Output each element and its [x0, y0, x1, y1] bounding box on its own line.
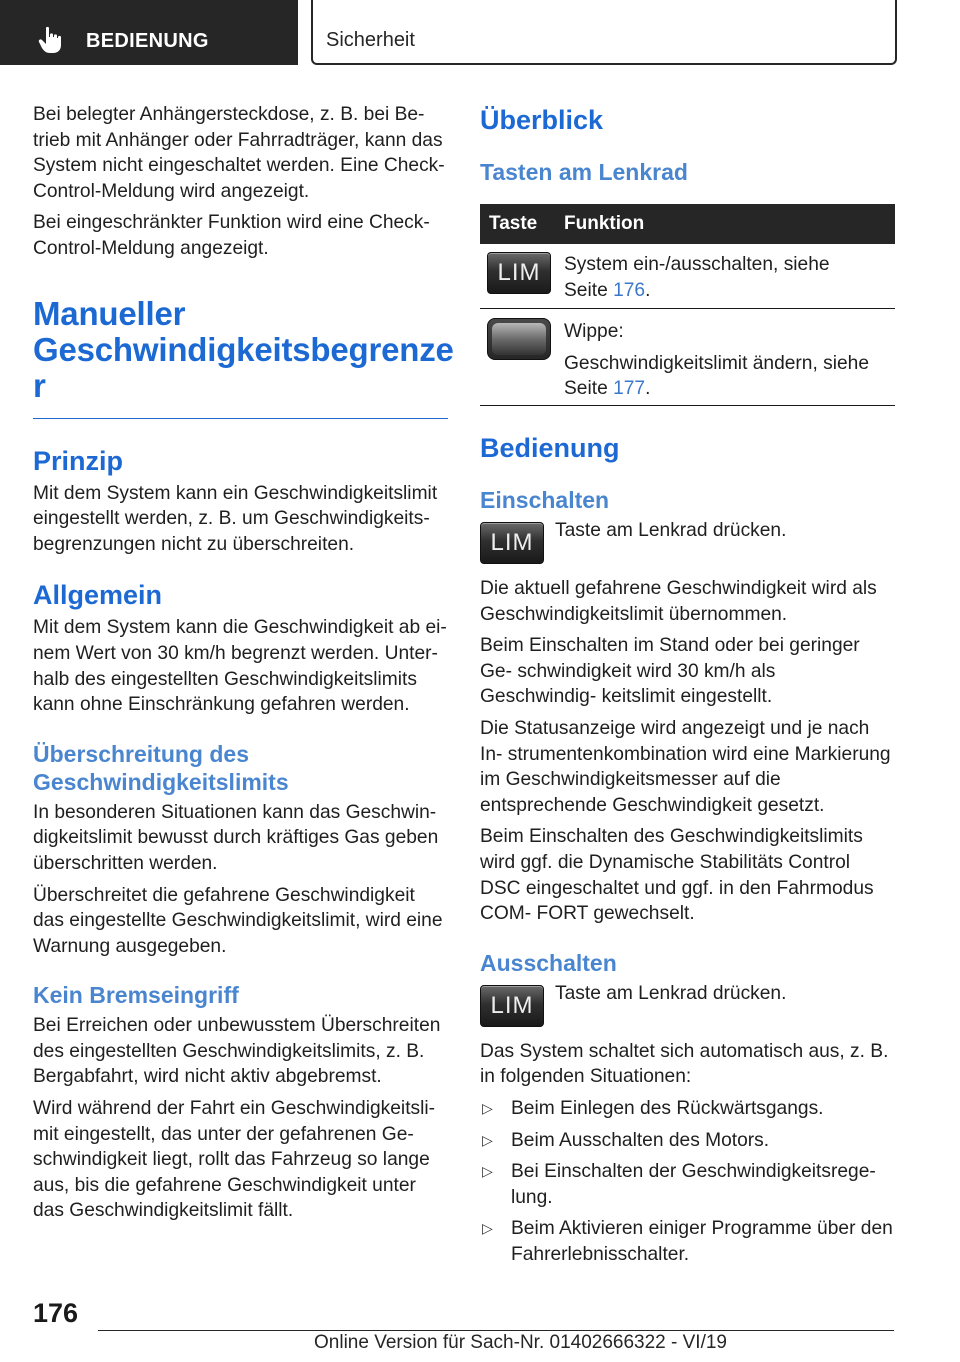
paragraph: Überschreitet die gefahrene Geschwindigkeit das eingestellte Geschwindigkeitslimit, wird eine Warnung ausgegeben. — [33, 884, 443, 957]
instruction-text: Taste am Lenkrad drücken. — [555, 982, 787, 1004]
table-row — [480, 244, 895, 309]
list-item-text: Beim Einlegen des Rückwärtsgangs. — [511, 1097, 824, 1119]
section-tab — [311, 0, 897, 65]
column-header-taste: Taste — [489, 213, 538, 234]
triangle-bullet-icon: ▷ — [482, 1131, 493, 1148]
subheading-ausschalten: Ausschalten — [480, 949, 617, 976]
list-item — [480, 1216, 895, 1267]
paragraph: Beim Einschalten des Geschwindigkeitslimits wird ggf. die Dynamische Stabilitäts Control DSC eingeschaltet und ggf. in den Fahrmodus COM‐ FORT gewechselt. — [480, 826, 874, 925]
lim-button-icon: LIM — [487, 252, 551, 294]
title-line: Geschwindigkeitsbegrenze — [33, 330, 454, 368]
lim-button-icon: LIM — [480, 522, 544, 564]
section-heading-allgemein: Allgemein — [33, 580, 163, 611]
paragraph: Mit dem System kann die Geschwindigkeit ab ei‐ nem Wert von 30 km/h begrenzt werden. Unter‐ halb des eingestellten Geschwindigkeitslimits kann ohne Einschränkung gefahren werden. — [33, 617, 447, 716]
paragraph: Die Statusanzeige wird angezeigt und je nach In‐ strumentenkombination wird eine Markierung im Geschwindigkeitsmesser auf die entsprechende Geschwindigkeit gesetzt. — [480, 717, 891, 816]
list-item — [480, 1128, 895, 1154]
section-label: Sicherheit — [326, 29, 415, 51]
chapter-label: BEDIENUNG — [86, 30, 209, 52]
page-link-177[interactable]: 177 — [613, 378, 646, 400]
footer-divider — [98, 1330, 894, 1331]
function-text: Geschwindigkeitslimit ändern, siehe — [564, 352, 870, 374]
function-label: Wippe: — [564, 321, 624, 342]
page-link-176[interactable]: 176 — [613, 279, 646, 301]
table-cell-function — [564, 244, 895, 308]
subheading-line: Überschreitung des — [33, 740, 249, 767]
button-instruction — [480, 981, 895, 1029]
section-heading-prinzip: Prinzip — [33, 445, 124, 476]
title-line: r — [33, 366, 46, 404]
paragraph: Bei Erreichen oder unbewusstem Überschreiten des eingestellten Geschwindigkeitslimits, z. B. Bergabfahrt, wird nicht aktiv abgebremst. — [33, 1015, 441, 1088]
punctuation: . — [645, 279, 651, 301]
function-text: System ein-/ausschalten, siehe — [564, 254, 830, 275]
subheading-ueberschreitung — [33, 740, 448, 796]
paragraph: Bei belegter Anhängersteckdose, z. B. bei Be‐ trieb mit Anhänger oder Fahrradträger, kann das System nicht eingeschaltet werden. Eine Check- Control-Meldung wird angezeigt. — [33, 104, 445, 202]
section-heading-ueberblick: Überblick — [480, 105, 604, 135]
hand-pointer-icon — [38, 26, 64, 54]
lim-button-icon: LIM — [480, 985, 544, 1027]
column-header-funktion: Funktion — [564, 213, 645, 234]
title-line: Manueller — [33, 294, 186, 332]
paragraph: Beim Einschalten im Stand oder bei geringer Ge‐ schwindigkeit wird 30 km/h als Geschwindig‐ keitslimit eingestellt. — [480, 635, 860, 708]
right-column — [480, 100, 895, 1267]
table-cell-function — [564, 309, 895, 405]
page-ref — [564, 376, 895, 402]
page-ref — [564, 278, 895, 304]
table-cell-button — [480, 244, 564, 308]
list-item-text: Beim Aktivieren einiger Programme über den Fahrerlebnisschalter. — [511, 1218, 893, 1265]
subheading-line: Geschwindigkeitslimits — [33, 768, 289, 795]
subheading-bremseingriff: Kein Bremseingriff — [33, 982, 239, 1009]
punctuation: . — [645, 378, 651, 400]
paragraph: Die aktuell gefahrene Geschwindigkeit wird als Geschwindigkeitslimit übernommen. — [480, 578, 877, 625]
paragraph: Mit dem System kann ein Geschwindigkeitslimit eingestellt werden, z. B. um Geschwindigkeits‐ begrenzungen nicht zu überschreiten. — [33, 482, 438, 555]
page-number: 176 — [33, 1298, 79, 1328]
rocker-switch-icon — [487, 318, 551, 360]
list-item-text: Beim Ausschalten des Motors. — [511, 1129, 770, 1151]
paragraph: Das System schaltet sich automatisch aus, z. B. in folgenden Situationen: — [480, 1040, 889, 1088]
instruction-text: Taste am Lenkrad drücken. — [555, 520, 787, 541]
table-header — [480, 204, 895, 244]
list-item — [480, 1096, 895, 1122]
paragraph: Wird während der Fahrt ein Geschwindigkeitsli‐ mit eingestellt, das unter der gefahrenen Ge‐ schwindigkeit liegt, rollt das Fahrzeug so lange aus, bis die gefahrene Geschwindigkeit unter das Geschwindigkeitslimit fällt. — [33, 1098, 436, 1222]
button-instruction — [480, 518, 895, 566]
section-heading-bedienung: Bedienung — [480, 433, 620, 463]
page-ref-label: Seite — [564, 378, 614, 400]
paragraph: In besonderen Situationen kann das Geschwin‐ digkeitslimit bewusst durch kräftiges Gas geben überschritten werden. — [33, 801, 439, 874]
bullet-list — [480, 1096, 895, 1268]
triangle-bullet-icon: ▷ — [482, 1163, 493, 1180]
list-item — [480, 1159, 895, 1210]
subheading-einschalten: Einschalten — [480, 487, 610, 513]
button-table — [480, 204, 895, 406]
table-cell-button — [480, 309, 564, 405]
chapter-tab — [0, 0, 298, 65]
left-column — [33, 100, 454, 1224]
subheading-tasten: Tasten am Lenkrad — [480, 159, 688, 185]
page-title — [33, 294, 454, 404]
list-item-text: Bei Einschalten der Geschwindigkeitsrege‐ lung. — [511, 1161, 876, 1208]
page-ref-label: Seite — [564, 279, 614, 301]
title-divider — [33, 418, 448, 419]
triangle-bullet-icon: ▷ — [482, 1099, 493, 1116]
footer-text: Online Version für Sach-Nr. 01402666322 - VI/19 — [314, 1332, 727, 1353]
paragraph: Bei eingeschränkter Funktion wird eine Check- Control-Meldung angezeigt. — [33, 212, 430, 259]
table-row — [480, 309, 895, 406]
triangle-bullet-icon: ▷ — [482, 1220, 493, 1237]
